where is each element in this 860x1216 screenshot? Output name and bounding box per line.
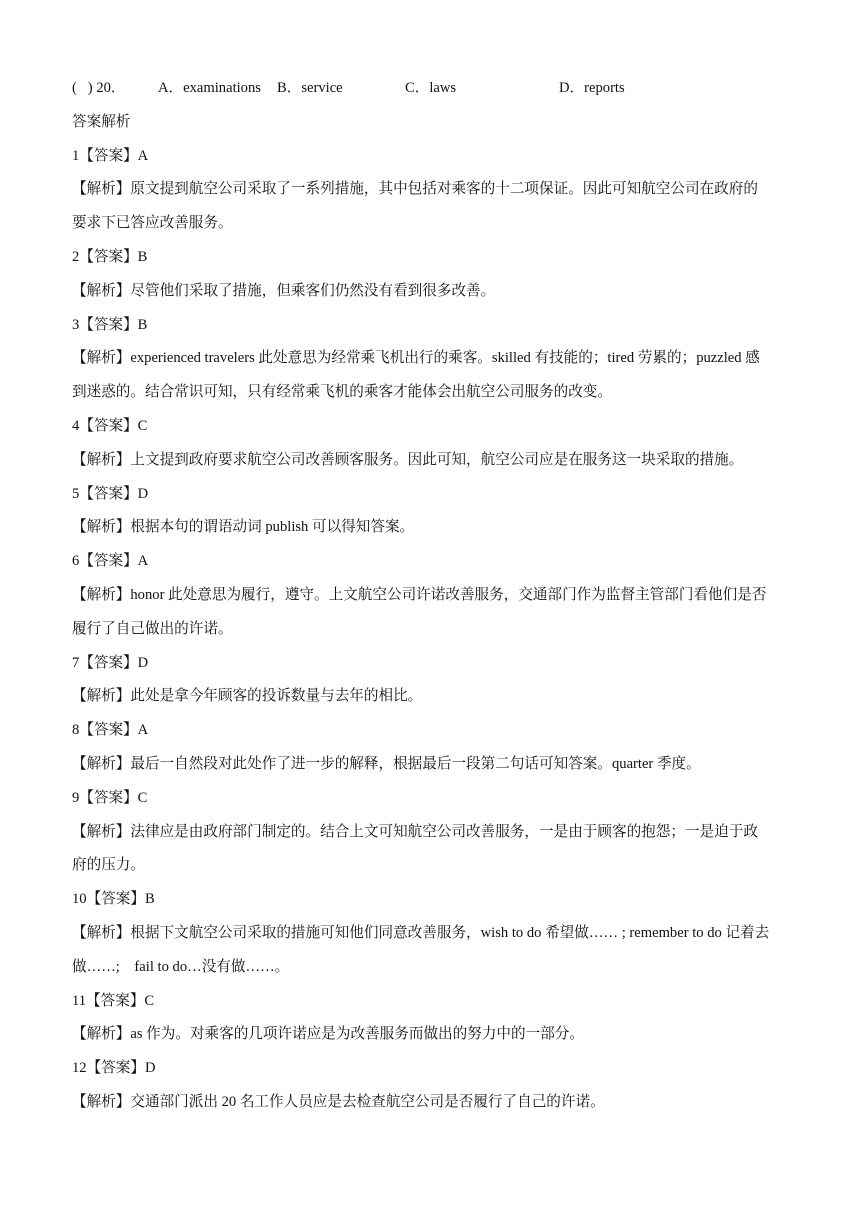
answer-line: 1【答案】A [72, 148, 149, 164]
answer-line: 8【答案】A [72, 722, 149, 738]
analysis-line: 到迷惑的。结合常识可知，只有经常乘飞机的乘客才能体会出航空公司服务的改变。 [72, 384, 612, 400]
option-b: B．service [277, 80, 343, 96]
analysis-line: 【解析】尽管他们采取了措施，但乘客们仍然没有看到很多改善。 [72, 283, 496, 299]
analysis-line: 【解析】法律应是由政府部门制定的。结合上文可知航空公司改善服务，一是由于顾客的抱怨；一是迫于政 [72, 824, 758, 840]
answer-line: 4【答案】C [72, 418, 148, 434]
option-c: C．laws [405, 80, 457, 96]
analysis-line: 【解析】experienced travelers 此处意思为经常乘飞机出行的乘客。skilled 有技能的；tired 劳累的；puzzled 感 [72, 350, 760, 366]
analysis-line: 要求下已答应改善服务。 [72, 215, 233, 231]
question-number: ( ) 20． [72, 80, 126, 96]
answer-line: 9【答案】C [72, 790, 148, 806]
answer-line: 2【答案】B [72, 249, 148, 265]
analysis-line: 【解析】交通部门派出 20 名工作人员应是去检查航空公司是否履行了自己的许诺。 [72, 1094, 605, 1110]
analysis-line: 【解析】原文提到航空公司采取了一系列措施，其中包括对乘客的十二项保证。因此可知航空公司在政府的 [72, 181, 758, 197]
answer-line: 7【答案】D [72, 655, 149, 671]
option-a: A．examinations [158, 80, 261, 96]
question-20-options [72, 76, 625, 97]
answer-line: 12【答案】D [72, 1060, 156, 1076]
analysis-line: 【解析】honor 此处意思为履行，遵守。上文航空公司许诺改善服务，交通部门作为监督主管部门看他们是否 [72, 587, 767, 603]
analysis-line: 【解析】上文提到政府要求航空公司改善顾客服务。因此可知，航空公司应是在服务这一块采取的措施。 [72, 452, 744, 468]
option-d: D．reports [559, 80, 625, 96]
analysis-line: 【解析】as 作为。对乘客的几项许诺应是为改善服务而做出的努力中的一部分。 [72, 1026, 584, 1042]
analysis-line: 履行了自己做出的许诺。 [72, 621, 233, 637]
answer-line: 6【答案】A [72, 553, 149, 569]
analysis-line: 【解析】根据本句的谓语动词 publish 可以得知答案。 [72, 519, 415, 535]
answer-line: 5【答案】D [72, 486, 149, 502]
analysis-line: 【解析】最后一自然段对此处作了进一步的解释，根据最后一段第二句话可知答案。quarter 季度。 [72, 756, 701, 772]
section-title: 答案解析 [72, 114, 131, 130]
analysis-line: 【解析】此处是拿今年顾客的投诉数量与去年的相比。 [72, 688, 423, 704]
answer-line: 3【答案】B [72, 317, 148, 333]
answer-line: 10【答案】B [72, 891, 155, 907]
analysis-line: 【解析】根据下文航空公司采取的措施可知他们同意改善服务，wish to do 希望做…… ; remember to do 记着去 [72, 925, 770, 941]
analysis-line: 做……; fail to do…没有做……。 [72, 959, 290, 975]
analysis-line: 府的压力。 [72, 857, 145, 873]
answer-line: 11【答案】C [72, 993, 155, 1009]
